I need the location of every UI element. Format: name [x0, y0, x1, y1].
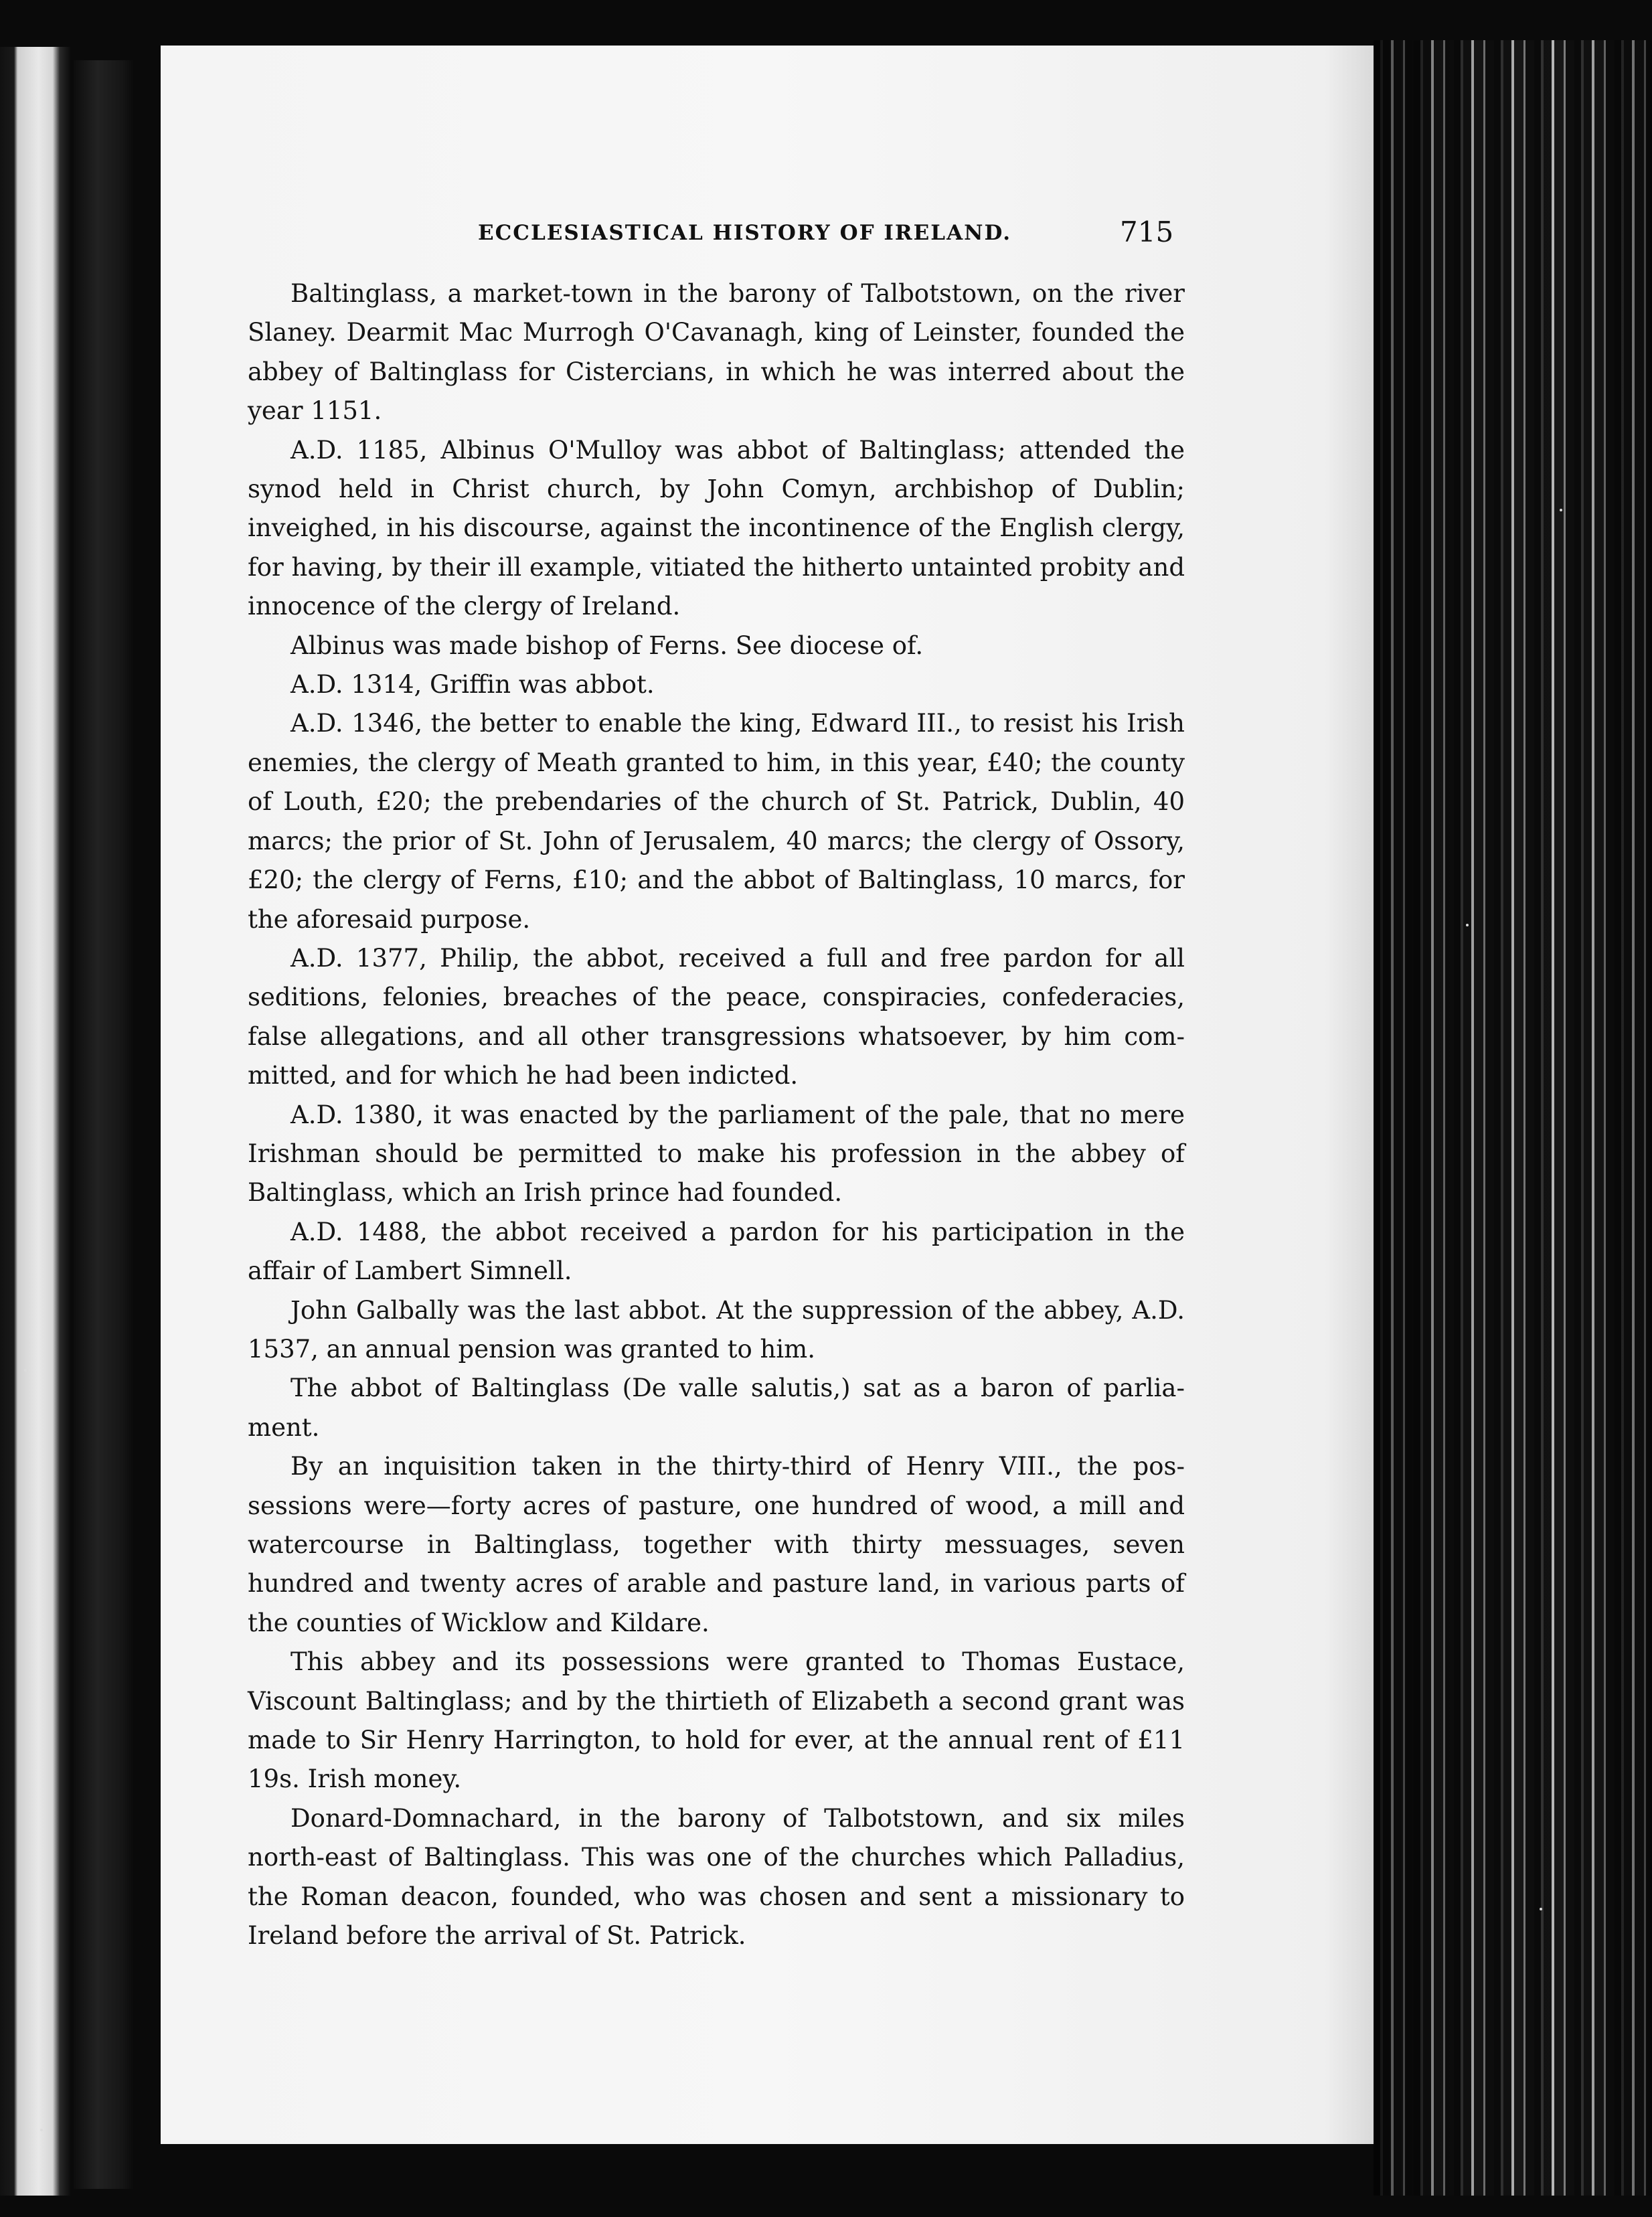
scan-speck — [1540, 1908, 1542, 1910]
paragraph-1346: A.D. 1346, the better to enable the king, Edward III., to resist his Irish enemies, the clergy of Meath granted to him, in this year, £40; the county of Louth, £20; the prebendaries of the church of St. Patrick, Dublin, 40 marcs; the prior of St. John of Jerusalem, 40 marcs; the clergy of Ossory, £20; the clergy of Ferns, £10; and the abbot of Baltinglass, 10 marcs, for the aforesaid purpose. — [248, 709, 1185, 934]
body-text — [248, 274, 1185, 1955]
scan-speck — [40, 2129, 43, 2131]
paragraph-grant: This abbey and its possessions were granted to Thomas Eustace, Viscount Baltinglass; and by the thirtieth of Elizabeth a second grant was made to Sir Henry Harrington, to hold for ever, at the annual rent of £11 19s. Irish money. — [248, 1647, 1185, 1794]
paragraph-1380: A.D. 1380, it was enacted by the parliament of the pale, that no mere Irishman should be permitted to make his profession in the abbey of Baltinglass, which an Irish prince had founded. — [248, 1100, 1185, 1208]
paragraph-1488: A.D. 1488, the abbot received a pardon for his participation in the affair of Lambert Simnell. — [248, 1217, 1185, 1286]
paragraph-inquisition: By an inquisition taken in the thirty-third of Henry VIII., the possessions were—forty acres of pasture, one hundred of wood, a mill and watercourse in Baltinglass, together with thirty messuages, seven hundred and twenty acres of arable and pasture land, in various parts of the counties of Wicklow and Kildare. — [248, 1452, 1185, 1637]
book-gutter — [74, 60, 134, 2189]
page-number: 715 — [1120, 216, 1174, 248]
scan-speck — [1560, 509, 1562, 511]
paragraph-donard: Donard-Domnachard, in the barony of Talbotstown, and six miles north-east of Baltinglass. This was one of the churches which Palladius, the Roman deacon, founded, who was chosen and sent a missionary to Ireland before the arrival of St. Patrick. — [248, 1803, 1185, 1951]
scan-speck — [1466, 924, 1469, 926]
paragraph-albinus-ferns: Albinus was made bishop of Ferns. See diocese of. — [291, 631, 924, 660]
paragraph-baron: The abbot of Baltinglass (De valle salutis,) sat as a baron of parliament. — [248, 1374, 1185, 1442]
paragraph-1377: A.D. 1377, Philip, the abbot, received a full and free pardon for all seditions, felonies, breaches of the peace, conspiracies, confederacies, false allegations, and all other transgressions whatsoever, by him committed, and for which he had been indicted. — [248, 943, 1185, 1090]
previous-page-edge — [0, 47, 70, 2196]
paragraph-1185: A.D. 1185, Albinus O'Mulloy was abbot of Baltinglass; attended the synod held in Christ church, by John Comyn, archbishop of Dublin; inveighed, in his discourse, against the incontinence of the English clergy, for having, by their ill example, vitiated the hitherto untainted probity and innocence of the clergy of Ireland. — [248, 435, 1185, 621]
paragraph-1314: A.D. 1314, Griffin was abbot. — [291, 670, 655, 700]
page-block-edges — [1374, 40, 1652, 2196]
running-title: ECCLESIASTICAL HISTORY OF IRELAND. — [478, 221, 1012, 245]
page-header — [161, 216, 1374, 261]
paragraph-baltinglass: Baltinglass, a market-town in the barony of Talbotstown, on the river Slaney. Dearmit Mac Murrogh O'Cavanagh, king of Leinster, founded the abbey of Baltinglass for Cistercians, in which he was interred about the year 1151. — [248, 279, 1185, 426]
scan-speck — [24, 1369, 27, 1372]
paragraph-galbally: John Galbally was the last abbot. At the suppression of the abbey, A.D. 1537, an annual pension was granted to him. — [248, 1295, 1185, 1364]
